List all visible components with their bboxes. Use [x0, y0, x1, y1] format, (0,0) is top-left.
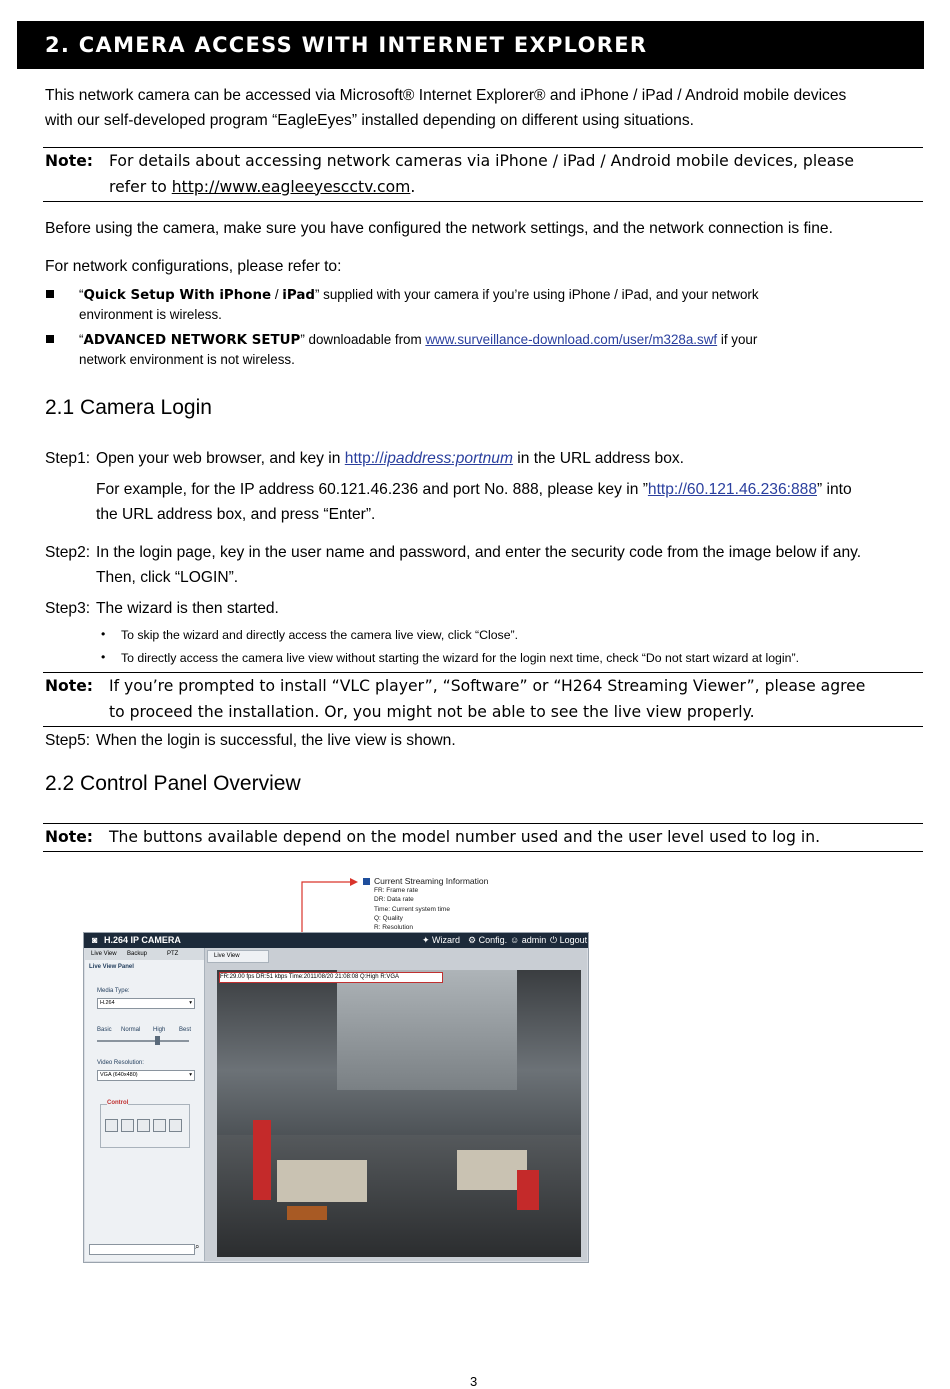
- note-label: Note:: [45, 677, 94, 695]
- intro-line-1: This network camera can be accessed via Microsoft® Internet Explorer® and iPhone / iPad / Android mobile devices: [45, 87, 847, 104]
- step-5-text: When the login is successful, the live view is shown.: [96, 732, 456, 749]
- step-3-label: Step3:: [45, 600, 91, 617]
- app-title-bar: [84, 933, 588, 948]
- tab-backup[interactable]: Backup: [127, 951, 148, 957]
- note-rule-bottom: [43, 726, 923, 727]
- tab-live-view-main[interactable]: Live View: [207, 950, 269, 963]
- step-3-text: The wizard is then started.: [96, 600, 279, 617]
- live-video-frame[interactable]: [217, 970, 581, 1257]
- chevron-down-icon: ▾: [189, 1000, 192, 1006]
- callout-item: Q: Quality: [374, 914, 403, 922]
- note-rule-top: [43, 823, 923, 824]
- tab-ptz[interactable]: PTZ: [167, 951, 179, 957]
- quality-slider-track[interactable]: [97, 1040, 189, 1042]
- wizard-menu-item[interactable]: ✦ Wizard: [422, 935, 461, 945]
- bullet-dot-icon: •: [101, 627, 106, 641]
- ceiling-lights: [337, 970, 517, 1090]
- page-number: 3: [470, 1374, 478, 1389]
- media-type-label: Media Type:: [97, 988, 130, 994]
- video-res-select[interactable]: VGA (640x480) ▾: [97, 1070, 195, 1081]
- chevron-down-icon: ▾: [189, 1072, 192, 1078]
- step-1-text: Open your web browser, and key in http://ipaddress:portnum in the URL address box.: [96, 450, 684, 467]
- step-1-example: For example, for the IP address 60.121.46.236 and port No. 888, please key in ”http://60.121.46.236:888” into the URL address box, and press “Enter”.: [96, 481, 852, 523]
- bullet-dot-icon: •: [101, 650, 106, 664]
- sidebar-tabs: [85, 948, 204, 960]
- note-3-text: The buttons available depend on the model number used and the user level used to log in.: [109, 828, 821, 846]
- control-group: [100, 1100, 190, 1148]
- panel-title: Live View Panel: [89, 964, 134, 970]
- step-2-text: In the login page, key in the user name and password, and enter the security code from the image below if any. Then, click “LOGIN”.: [96, 544, 862, 586]
- note-label: Note:: [45, 828, 94, 846]
- note-1-line-1: For details about accessing network cameras via iPhone / iPad / Android mobile devices, please: [109, 152, 855, 170]
- config-menu-item[interactable]: ⚙ Config.: [468, 935, 508, 945]
- note-rule-bottom: [43, 851, 923, 852]
- app-title: H.264 IP CAMERA: [104, 935, 181, 945]
- callout-title: Current Streaming Information: [374, 876, 489, 886]
- search-icon[interactable]: ⌕: [195, 1242, 200, 1251]
- note-label: Note:: [45, 152, 94, 170]
- talk-button[interactable]: [169, 1119, 182, 1132]
- quality-slider-handle[interactable]: [155, 1036, 160, 1045]
- note-2-line-1: If you’re prompted to install “VLC player”, “Software” or “H264 Streaming Viewer”, please agree: [109, 677, 866, 695]
- sidebar-search-input[interactable]: [89, 1244, 195, 1255]
- bullet-item-quick-setup: “Quick Setup With iPhone / iPad” supplied with your camera if you’re using iPhone / iPad, and your network environment is wireless.: [79, 287, 759, 322]
- snapshot-button[interactable]: [121, 1119, 134, 1132]
- live-view-sidebar: Live View Backup PTZ Live View Panel Media Type: H.264 ▾ Basic Normal High Best Video Resolution: VGA (640x480) ▾ Control ⌕: [85, 948, 205, 1261]
- callout-item: Time: Current system time: [374, 905, 450, 913]
- section-title: 2. CAMERA ACCESS WITH INTERNET EXPLORER: [45, 33, 648, 57]
- surveillance-download-link[interactable]: www.surveillance-download.com/user/m328a.swf: [425, 332, 718, 347]
- section-header: [17, 21, 924, 69]
- step-1-label: Step1:: [45, 450, 91, 467]
- live-view-main: [205, 948, 587, 1261]
- note-rule-top: [43, 147, 923, 148]
- step-2-label: Step2:: [45, 544, 91, 561]
- callout-list: [374, 886, 450, 932]
- example-url-link[interactable]: http://60.121.46.236:888: [647, 481, 817, 498]
- tab-live-view[interactable]: Live View: [91, 951, 117, 957]
- red-chair-right: [517, 1170, 539, 1210]
- step-5-label: Step5:: [45, 732, 91, 749]
- camera-ui-screenshot: [83, 932, 589, 1263]
- heading-control-panel: 2.2 Control Panel Overview: [45, 772, 301, 795]
- intro-line-2: with our self-developed program “EagleEyes” installed depending on different using situations.: [45, 112, 694, 129]
- note-rule-top: [43, 672, 923, 673]
- table-left: [287, 1206, 327, 1220]
- callout-item: R: Resolution: [374, 924, 414, 932]
- bullet-item-advanced-setup: “ADVANCED NETWORK SETUP” downloadable from www.surveillance-download.com/user/m328a.swf if your network environment is not wireless.: [79, 332, 758, 367]
- audio-button[interactable]: [137, 1119, 150, 1132]
- heading-camera-login: 2.1 Camera Login: [45, 396, 212, 419]
- record-button[interactable]: [105, 1119, 118, 1132]
- admin-menu-item[interactable]: ☺ admin: [510, 935, 547, 945]
- step-3-sub-2: To directly access the camera live view without starting the wizard for the login next time, check “Do not start wizard at login”.: [121, 651, 799, 665]
- callout-item: FR: Frame rate: [374, 887, 419, 894]
- mute-button[interactable]: [153, 1119, 166, 1132]
- square-bullet-icon: [46, 290, 54, 298]
- ipaddress-link[interactable]: http://ipaddress:portnum: [344, 450, 513, 467]
- camera-icon: ◙: [92, 935, 98, 945]
- media-type-select[interactable]: H.264 ▾: [97, 998, 195, 1009]
- control-label: Control: [107, 1100, 129, 1106]
- callout-item: DR: Data rate: [374, 896, 414, 904]
- callout-marker-icon: [363, 878, 370, 885]
- network-config-intro: For network configurations, please refer to:: [45, 258, 342, 275]
- step-3-sub-1: To skip the wizard and directly access the camera live view, click “Close”.: [121, 628, 519, 642]
- before-using-text: Before using the camera, make sure you have configured the network settings, and the network connection is fine.: [45, 220, 833, 237]
- note-1-line-2: refer to http://www.eagleeyescctv.com.: [109, 177, 416, 196]
- note-rule-bottom: [43, 201, 923, 202]
- intro-paragraph: [45, 83, 925, 133]
- note-2-line-2: to proceed the installation. Or, you might not be able to see the live view properly.: [109, 702, 755, 721]
- video-res-label: Video Resolution:: [97, 1060, 144, 1066]
- eagleeyes-link[interactable]: http://www.eagleeyescctv.com: [171, 177, 411, 196]
- red-chair: [253, 1120, 271, 1200]
- sofa-left: [277, 1160, 367, 1202]
- logout-menu-item[interactable]: ⏻ Logout: [550, 935, 588, 945]
- streaming-info-bar: FR:29.00 fps DR:51 kbps Time:2011/08/20 21:08:08 Q:High R:VGA: [219, 972, 443, 983]
- square-bullet-icon: [46, 335, 54, 343]
